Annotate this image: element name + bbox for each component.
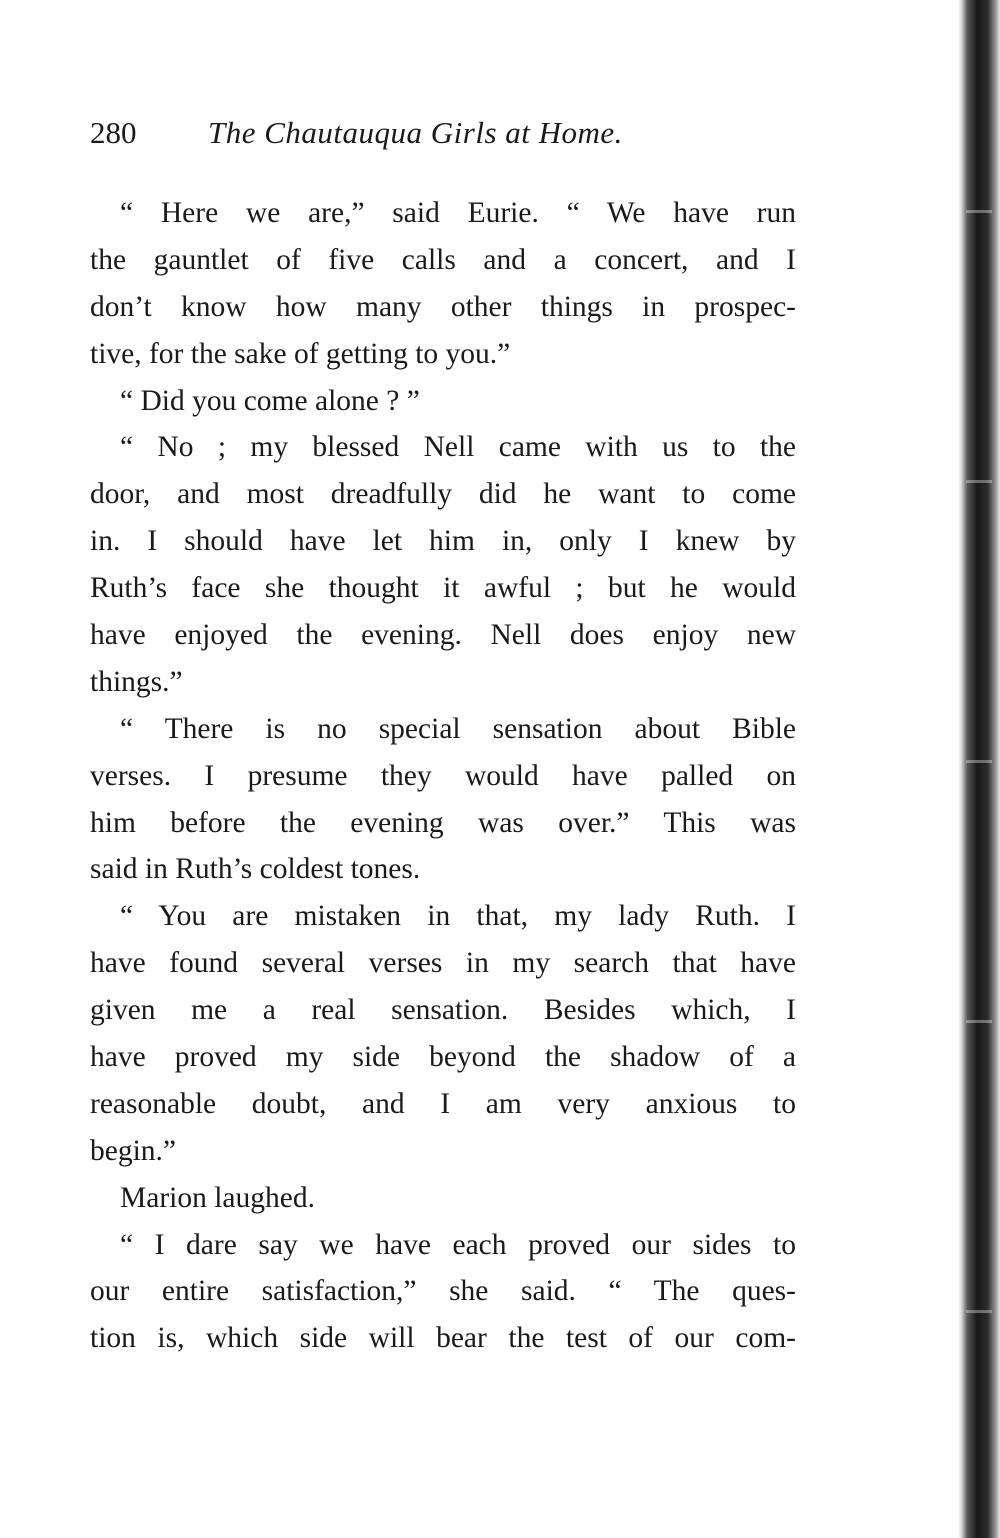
- binding-speck: [966, 210, 992, 213]
- body-text: [90, 190, 796, 1362]
- text-line: tive, for the sake of getting to you.”: [90, 337, 511, 370]
- page-number: 280: [90, 115, 137, 150]
- running-title: The Chautauqua Girls at Home.: [208, 115, 623, 150]
- book-binding-edge: [958, 0, 1000, 1538]
- text-line: “ Did you come alone ? ”: [120, 384, 420, 417]
- text-line: “ You are mistaken in that, my lady Ruth. I: [120, 900, 796, 933]
- text-line: have enjoyed the evening. Nell does enjoy new: [90, 619, 796, 652]
- text-line: things.”: [90, 665, 183, 698]
- text-line: tion is, which side will bear the test of our com-: [90, 1322, 796, 1355]
- text-line: “ Here we are,” said Eurie. “ We have run: [120, 197, 796, 229]
- binding-speck: [966, 1020, 992, 1023]
- text-line: in. I should have let him in, only I knew by: [90, 525, 796, 558]
- text-line: Marion laughed.: [120, 1181, 315, 1214]
- page-header: [90, 108, 810, 158]
- text-line: “ There is no special sensation about Bible: [120, 712, 796, 745]
- text-line: him before the evening was over.” This was: [90, 806, 796, 839]
- text-line: our entire satisfaction,” she said. “ The ques-: [90, 1275, 796, 1308]
- text-line: door, and most dreadfully did he want to come: [90, 478, 796, 511]
- text-line: begin.”: [90, 1134, 177, 1167]
- text-line: given me a real sensation. Besides which, I: [90, 994, 796, 1027]
- text-line: said in Ruth’s coldest tones.: [90, 853, 421, 886]
- binding-speck: [966, 760, 992, 763]
- text-line: Ruth’s face she thought it awful ; but he would: [90, 572, 796, 605]
- text-line: have proved my side beyond the shadow of a: [90, 1041, 796, 1074]
- binding-speck: [966, 1310, 992, 1313]
- text-line: reasonable doubt, and I am very anxious to: [90, 1087, 796, 1120]
- text-line: verses. I presume they would have palled on: [90, 759, 796, 792]
- text-line: have found several verses in my search that have: [90, 947, 796, 980]
- text-line: don’t know how many other things in prospec-: [90, 290, 796, 323]
- binding-speck: [966, 480, 992, 483]
- text-line: “ No ; my blessed Nell came with us to the: [120, 431, 796, 464]
- text-line: “ I dare say we have each proved our sides to: [120, 1228, 796, 1261]
- text-line: the gauntlet of five calls and a concert, and I: [90, 243, 796, 276]
